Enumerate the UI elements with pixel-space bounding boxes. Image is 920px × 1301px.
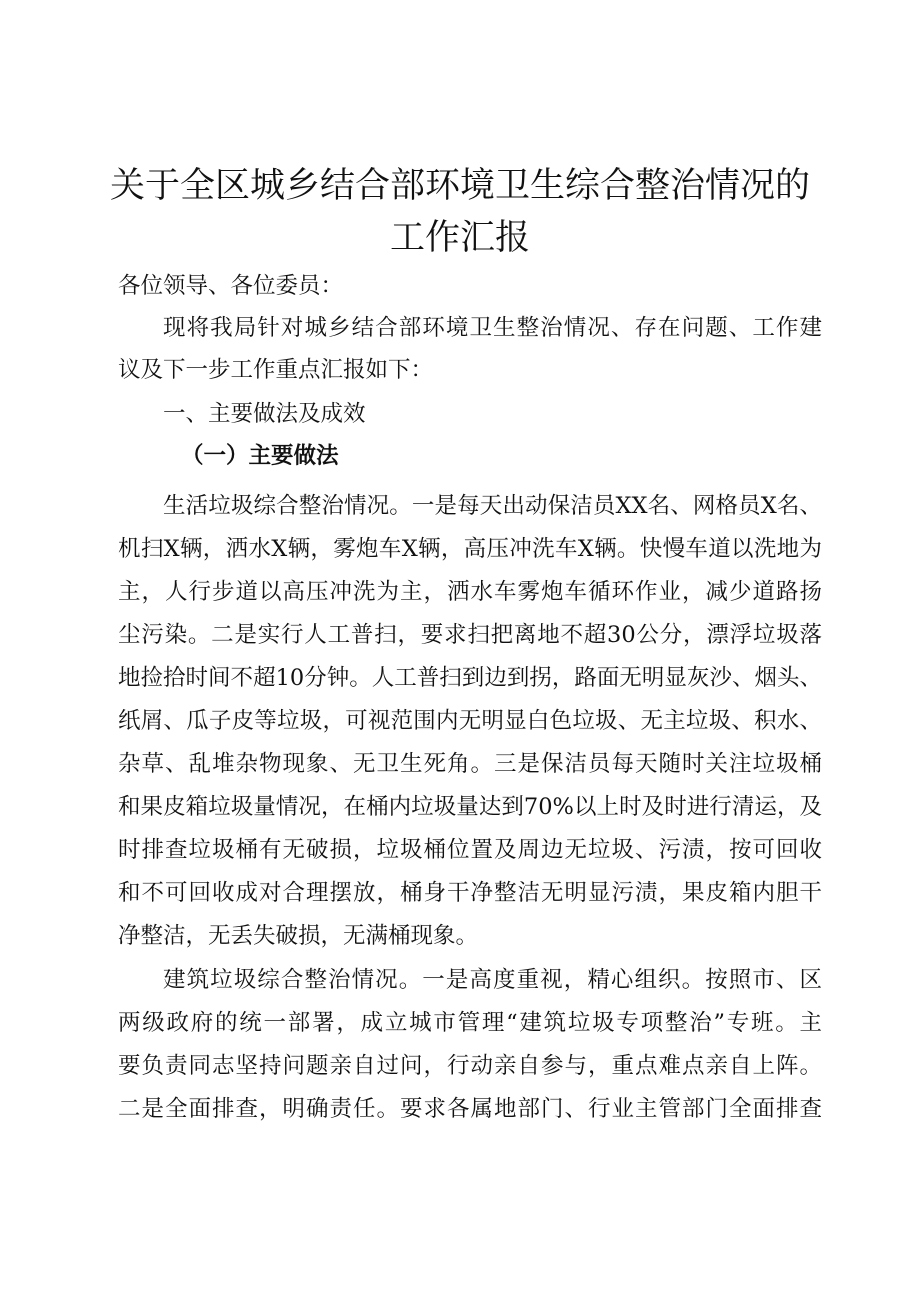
paragraph-line: 和果皮箱垃圾量情况，在桶内垃圾量达到70%以上时及时进行清运，及 <box>118 794 822 820</box>
paragraph-line: 两级政府的统一部署，成立城市管理“建筑垃圾专项整治”专班。主 <box>118 1010 822 1036</box>
paragraph-line: 净整洁，无丢失破损，无满桶现象。 <box>118 923 479 949</box>
paragraph-line: 地捡拾时间不超10分钟。人工普扫到边到拐，路面无明显灰沙、烟头、 <box>118 665 822 691</box>
paragraph-line: 主，人行步道以高压冲洗为主，洒水车雾炮车循环作业，减少道路扬 <box>118 579 822 605</box>
paragraph-line: 尘污染。二是实行人工普扫，要求扫把离地不超30公分，漂浮垃圾落 <box>118 622 822 648</box>
document-title-line-1: 关于全区城乡结合部环境卫生综合整治情况的 <box>109 166 810 206</box>
paragraph-line: 纸屑、瓜子皮等垃圾，可视范围内无明显白色垃圾、无主垃圾、积水、 <box>118 708 822 734</box>
section-heading: 一、主要做法及成效 <box>163 401 366 427</box>
salutation: 各位领导、各位委员： <box>118 273 344 299</box>
paragraph-line: 建筑垃圾综合整治情况。一是高度重视，精心组织。按照市、区 <box>163 967 822 993</box>
paragraph-line: 生活垃圾综合整治情况。一是每天出动保洁员XX名、网格员X名、 <box>163 493 822 519</box>
paragraph-line: 和不可回收成对合理摆放，桶身干净整洁无明显污渍，果皮箱内胆干 <box>118 880 822 906</box>
intro-line: 现将我局针对城乡结合部环境卫生整治情况、存在问题、工作建 <box>163 315 822 341</box>
paragraph-line: 时排查垃圾桶有无破损，垃圾桶位置及周边无垃圾、污渍，按可回收 <box>118 837 822 863</box>
subsection-heading: （一）主要做法 <box>181 443 339 469</box>
document-title-line-2: 工作汇报 <box>389 218 530 258</box>
paragraph-line: 杂草、乱堆杂物现象、无卫生死角。三是保洁员每天随时关注垃圾桶 <box>118 751 822 777</box>
paragraph-line: 要负责同志坚持问题亲自过问，行动亲自参与，重点难点亲自上阵。 <box>118 1053 822 1079</box>
paragraph-line: 二是全面排查，明确责任。要求各属地部门、行业主管部门全面排查 <box>118 1096 822 1122</box>
paragraph-line: 机扫X辆，洒水X辆，雾炮车X辆，高压冲洗车X辆。快慢车道以洗地为 <box>118 536 822 562</box>
intro-line: 议及下一步工作重点汇报如下： <box>118 357 434 383</box>
